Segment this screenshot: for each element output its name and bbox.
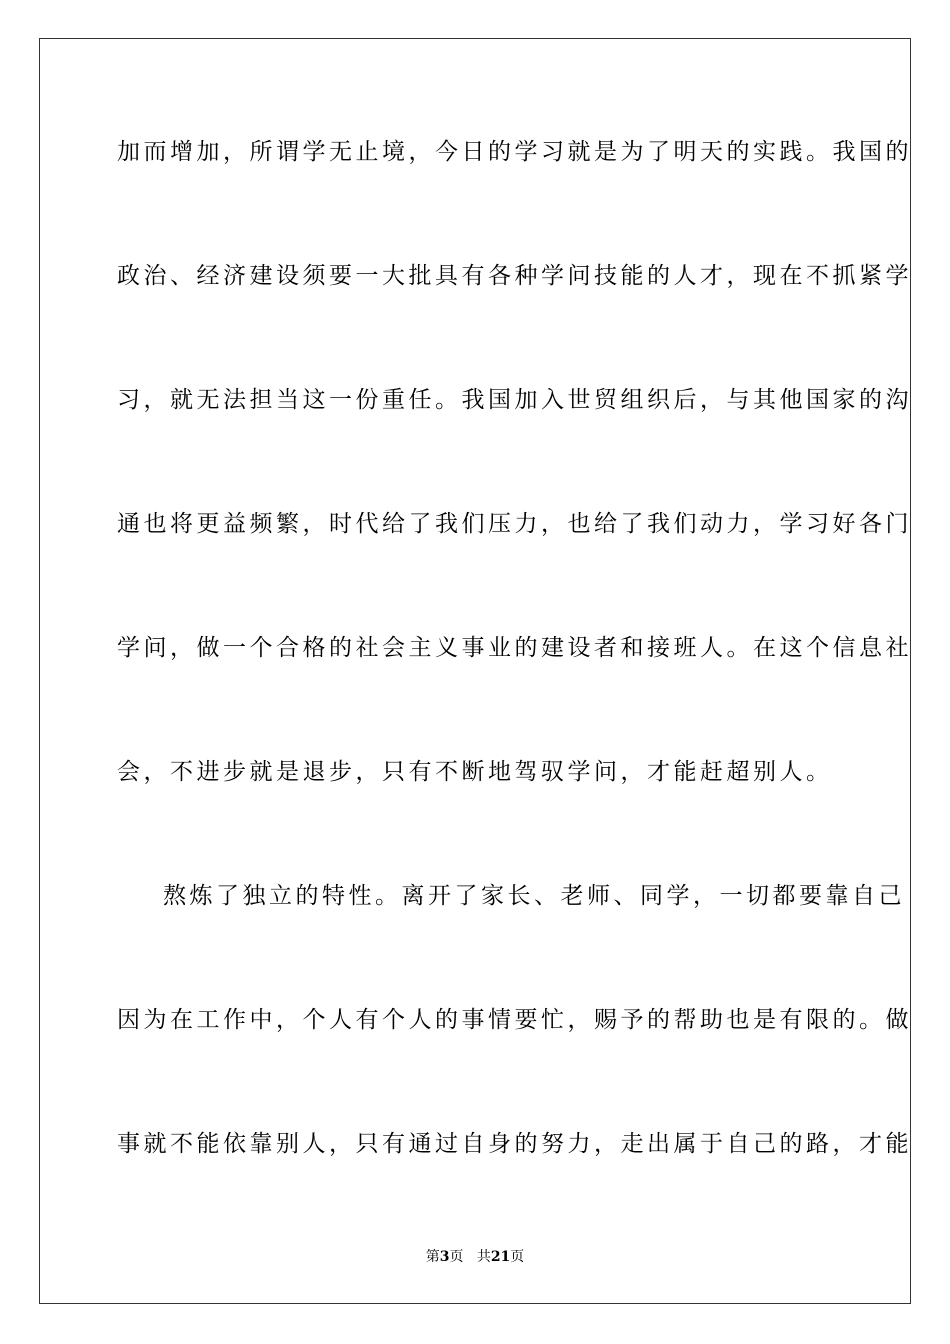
footer-total-pages: 21	[490, 1249, 511, 1265]
footer-total-suffix: 页	[510, 1249, 525, 1265]
body-line-7: 熬炼了独立的特性。离开了家长、老师、同学，一切都要靠自己	[163, 883, 905, 909]
body-line-5: 学问，做一个合格的社会主义事业的建设者和接班人。在这个信息社	[117, 635, 912, 661]
body-line-9: 事就不能依靠别人，只有通过自身的努力，走出属于自己的路，才能	[117, 1131, 912, 1157]
page-frame	[39, 38, 911, 1304]
body-line-6: 会，不进步就是退步，只有不断地驾驭学问，才能赶超别人。	[117, 759, 833, 785]
footer-total-prefix: 共	[476, 1249, 491, 1265]
footer-page-number: 3	[439, 1249, 450, 1265]
footer-page-prefix: 第	[425, 1249, 440, 1265]
body-line-1: 加而增加，所谓学无止境，今日的学习就是为了明天的实践。我国的	[117, 139, 912, 165]
body-line-2: 政治、经济建设须要一大批具有各种学问技能的人才，现在不抓紧学	[117, 263, 912, 289]
footer-page-suffix: 页	[449, 1249, 464, 1265]
body-line-8: 因为在工作中，个人有个人的事情要忙，赐予的帮助也是有限的。做	[117, 1007, 912, 1033]
body-line-4: 通也将更益频繁，时代给了我们压力，也给了我们动力，学习好各门	[117, 511, 912, 537]
body-line-3: 习，就无法担当这一份重任。我国加入世贸组织后，与其他国家的沟	[117, 387, 912, 413]
page-footer	[0, 1248, 950, 1266]
